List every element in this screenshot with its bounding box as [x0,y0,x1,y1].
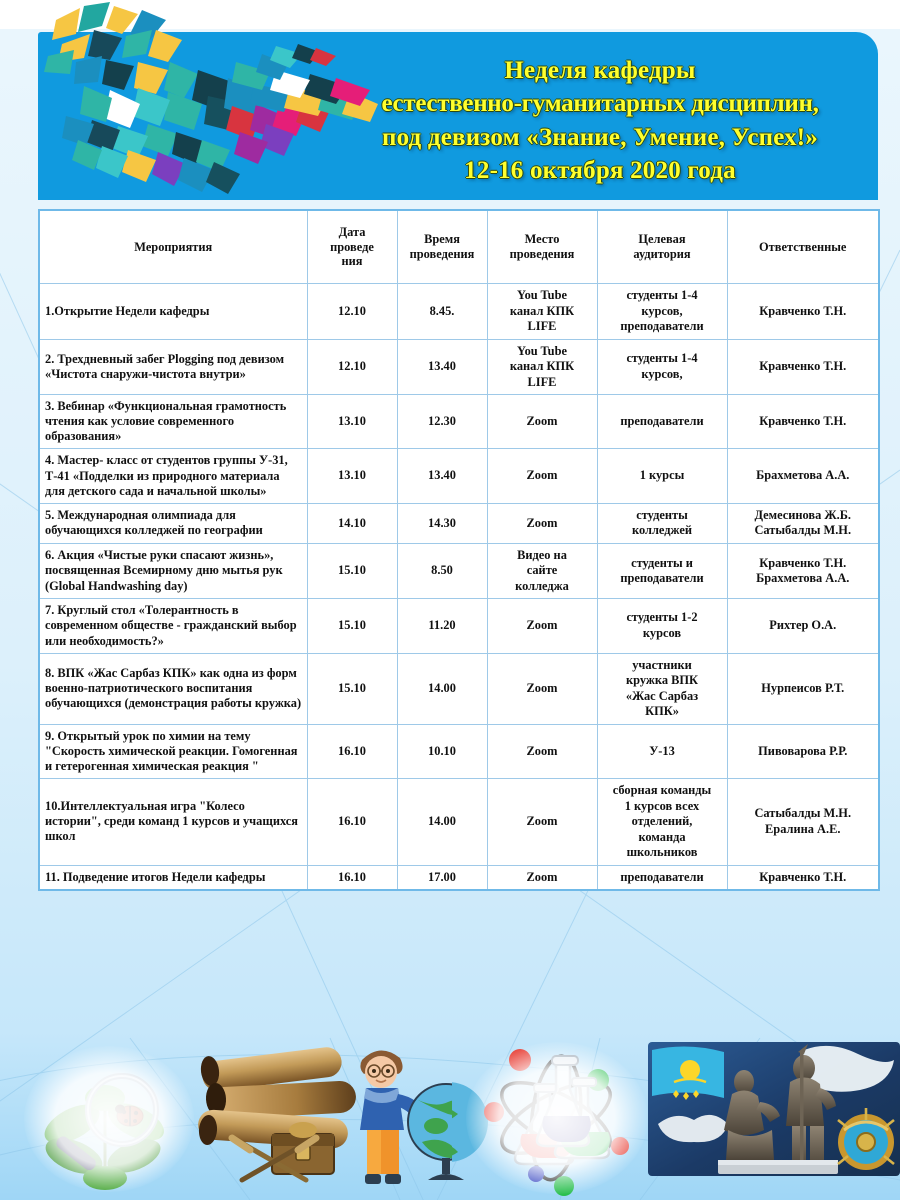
cell-time: 14.30 [397,503,487,543]
cell-place-line: Zoom [526,515,558,530]
cell-place-line: Zoom [526,814,558,828]
cell-audience [597,653,727,724]
cell-responsible-line: Нурпеисов Р.Т. [761,680,845,695]
cell-date: 15.10 [307,543,397,599]
cell-time: 14.00 [397,653,487,724]
cell-place-line: Zoom [526,869,558,884]
cell-audience [597,865,727,890]
title-line-3: под девизом «Знание, Умение, Успех!» [381,123,819,151]
mosaic-bird-logo [18,0,378,200]
cell-responsible-line: Ералина А.Е. [765,821,841,836]
cell-time: 12.30 [397,395,487,449]
cell-audience-line: студенты [636,507,688,522]
cell-place-line: Zoom [526,618,558,633]
cell-responsible-line: Кравченко Т.Н. [759,869,847,884]
cell-responsible [727,599,879,653]
cell-place-line: канал КПК [509,359,575,373]
cell-place [487,449,597,503]
cell-date: 16.10 [307,724,397,778]
title-line-4: 12-16 октября 2020 года [464,156,736,184]
cell-responsible [727,503,879,543]
cell-event: 4. Мастер- класс от студентов группы У-31, Т-41 «Подделки из природного материала для детского сада и начальной школы» [39,449,307,503]
cell-audience [597,395,727,449]
cell-responsible [727,543,879,599]
cell-place-line: Видео на [517,547,567,562]
cell-event: 10.Интеллектуальная игра "Колесо истории", среди команд 1 курсов и учащихся школ [39,779,307,866]
cell-place-line: Zoom [526,680,558,695]
schedule-table-body [39,284,879,891]
cell-responsible-line: Рихтер О.А. [769,618,837,633]
column-header-time: Время проведения [397,210,487,284]
cell-time: 11.20 [397,599,487,653]
cell-event: 7. Круглый стол «Толерантность в современном обществе - гражданский выбор или необходимость?» [39,599,307,653]
title-line-2: естественно-гуманитарных дисциплин, [381,90,819,118]
cell-date: 14.10 [307,503,397,543]
cell-event: 9. Открытый урок по химии на тему "Скорость химической реакции. Гомогенная и гетерогенная химическая реакция " [39,724,307,778]
cell-responsible-line: Брахметова А.А. [756,468,850,483]
table-row [39,395,879,449]
cell-date: 15.10 [307,599,397,653]
cell-audience-line: школьников [626,845,698,859]
cell-time: 8.45. [397,284,487,340]
cell-audience [597,543,727,599]
cell-date: 16.10 [307,779,397,866]
magnifying-glass-leaf-ladybug-icon [10,1038,200,1200]
schedule-table-container [38,209,878,891]
cell-audience-line: КПК» [645,704,679,719]
cell-responsible-line: Сатыбалды М.Н. [754,806,852,821]
cell-responsible-line: Кравченко Т.Н. [759,359,847,373]
cell-responsible-line: Сатыбалды М.Н. [754,523,852,538]
cell-date: 13.10 [307,449,397,503]
cell-date: 12.10 [307,339,397,395]
cell-responsible [727,865,879,890]
cell-audience-line: студенты и [631,555,693,570]
cell-responsible-line: Демесинова Ж.Б. [754,507,852,522]
cell-time: 17.00 [397,865,487,890]
cell-place [487,284,597,340]
cell-responsible [727,339,879,395]
cell-time: 14.00 [397,779,487,866]
cell-audience [597,284,727,340]
table-row [39,653,879,724]
cell-time: 13.40 [397,449,487,503]
atom-chemistry-flasks-icon [452,1038,662,1200]
cell-time: 13.40 [397,339,487,395]
cell-audience-line: 1 курсов всех [624,798,700,813]
cell-event: 8. ВПК «Жас Сарбаз КПК» как одна из форм военно-патриотического воспитания обучающихся (демонстрация работы кружка) [39,653,307,724]
table-row [39,779,879,866]
table-row [39,865,879,890]
cell-date: 13.10 [307,395,397,449]
title-line-1: Неделя кафедры [504,57,696,84]
cell-audience-line: отделений, [631,814,693,828]
cell-place-line: You Tube [517,343,567,358]
cell-place [487,503,597,543]
cell-audience-line: участники [632,657,692,672]
cell-audience-line: сборная команды [612,783,712,797]
cell-date: 15.10 [307,653,397,724]
table-row [39,724,879,778]
cell-place-line: Zoom [526,413,558,428]
cell-audience-line: 1 курсы [639,468,685,483]
cell-place-line: LIFE [527,374,557,389]
cell-responsible [727,653,879,724]
cell-audience-line: курсов, [641,303,683,318]
cell-responsible-line: Кравченко Т.Н. [759,413,847,428]
column-header-responsible: Ответственные [727,210,879,284]
cell-responsible-line: Пивоварова Р.Р. [758,743,848,758]
cell-audience-line: «Жас Сарбаз [625,688,699,703]
cell-audience-line: студенты 1-2 [626,610,698,625]
cell-place-line: Zoom [526,743,558,758]
cell-place-line: LIFE [527,319,557,333]
cell-audience [597,724,727,778]
cell-responsible [727,284,879,340]
column-header-place: Место проведения [487,210,597,284]
cell-audience-line: курсов, [641,366,683,381]
cell-place-line: Zoom [526,468,558,483]
column-header-audience: Целевая аудитория [597,210,727,284]
cell-time: 8.50 [397,543,487,599]
cell-place [487,779,597,866]
column-header-date: Дата проведе ния [307,210,397,284]
cell-audience-line: преподаватели [620,413,704,428]
cell-audience-line: преподаватели [620,869,704,884]
cell-responsible [727,449,879,503]
table-header-row [39,210,879,284]
kazakhstan-flag-monument-map-emblem-icon [648,1038,900,1200]
cell-responsible-line: Кравченко Т.Н. [759,555,847,570]
column-header-event: Мероприятия [39,210,307,284]
table-row [39,449,879,503]
cell-audience-line: кружка ВПК [625,673,698,688]
cell-audience [597,779,727,866]
cell-audience-line: команда [638,829,686,844]
cell-event: 3. Вебинар «Функциональная грамотность чтения как условие современного образования» [39,395,307,449]
table-row [39,503,879,543]
cell-event: 2. Трехдневный забег Plogging под девизом «Чистота снаружи-чистота внутри» [39,339,307,395]
cell-place [487,543,597,599]
cell-audience-line: преподаватели [620,319,704,333]
cell-event: 11. Подведение итогов Недели кафедры [39,865,307,890]
cell-responsible [727,395,879,449]
cell-place [487,653,597,724]
cell-date: 16.10 [307,865,397,890]
cell-place [487,395,597,449]
cell-event: 5. Международная олимпиада для обучающихся колледжей по географии [39,503,307,543]
cell-place [487,599,597,653]
cell-audience-line: курсов [642,625,682,640]
cell-audience-line: У-13 [649,743,675,758]
cell-responsible [727,779,879,866]
cell-audience-line: студенты 1-4 [626,351,698,366]
cell-place [487,724,597,778]
cell-place [487,339,597,395]
cell-audience [597,449,727,503]
table-row [39,599,879,653]
footer-image-strip [0,1038,900,1200]
cell-responsible-line: Брахметова А.А. [756,571,850,585]
cell-responsible-line: Кравченко Т.Н. [759,303,847,318]
cell-event: 1.Открытие Недели кафедры [39,284,307,340]
cell-audience [597,503,727,543]
cell-place-line: канал КПК [509,303,575,318]
table-row [39,339,879,395]
cell-audience-line: колледжей [632,523,692,538]
cell-event: 6. Акция «Чистые руки спасают жизнь», посвященная Всемирному дню мытья рук (Global Handwashing day) [39,543,307,599]
cell-date: 12.10 [307,284,397,340]
cell-audience [597,599,727,653]
table-row [39,284,879,340]
cell-time: 10.10 [397,724,487,778]
cell-place [487,865,597,890]
cell-responsible [727,724,879,778]
cell-place-line: колледжа [515,578,569,593]
cell-audience-line: преподаватели [620,571,704,585]
cell-place-line: сайте [526,563,558,578]
schedule-table [38,209,880,891]
page-title [330,54,870,187]
table-row [39,543,879,599]
cell-place-line: You Tube [517,288,567,302]
cell-audience [597,339,727,395]
cell-audience-line: студенты 1-4 [626,288,698,302]
